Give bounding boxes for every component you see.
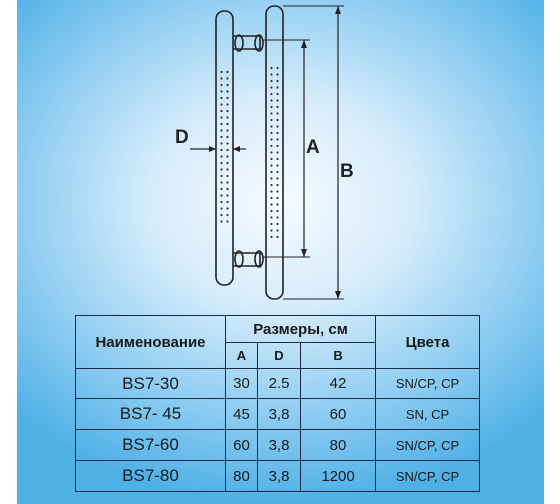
cell-model: BS7-80 xyxy=(76,461,226,492)
handle-bar-left xyxy=(216,11,233,285)
table-row xyxy=(76,399,480,430)
cell-colors: SN/CP, CP xyxy=(376,369,480,399)
table-row xyxy=(76,461,480,492)
table-header-row xyxy=(76,316,480,343)
cell-colors: SN, CP xyxy=(376,399,480,430)
subheader-d: D xyxy=(258,343,301,369)
dimension-label-a: A xyxy=(306,137,320,158)
cell-a: 30 xyxy=(226,369,258,399)
dimension-label-d: D xyxy=(175,127,189,148)
mount-post-top xyxy=(233,35,263,51)
header-name: Наименование xyxy=(76,316,226,369)
subheader-a: A xyxy=(226,343,258,369)
cell-d: 3,8 xyxy=(258,430,301,461)
table-row xyxy=(76,430,480,461)
header-sizes: Размеры, см xyxy=(226,316,376,343)
cell-colors: SN/CP, CP xyxy=(376,430,480,461)
specifications-table xyxy=(75,315,480,492)
perforation-dots-right xyxy=(270,67,278,238)
cell-b: 42 xyxy=(301,369,376,399)
cell-b: 1200 xyxy=(301,461,376,492)
dimension-label-b: B xyxy=(340,161,354,182)
mount-post-bottom xyxy=(233,251,263,267)
table-row xyxy=(76,369,480,399)
cell-d: 3,8 xyxy=(258,461,301,492)
perforation-dots-left xyxy=(220,71,228,223)
cell-d: 2.5 xyxy=(258,369,301,399)
cell-b: 80 xyxy=(301,430,376,461)
dimension-line-d xyxy=(190,146,246,152)
cell-a: 45 xyxy=(226,399,258,430)
cell-d: 3,8 xyxy=(258,399,301,430)
cell-a: 80 xyxy=(226,461,258,492)
header-colors: Цвета xyxy=(376,316,480,369)
subheader-b: B xyxy=(301,343,376,369)
handle-bar-right xyxy=(266,6,283,299)
cell-b: 60 xyxy=(301,399,376,430)
cell-a: 60 xyxy=(226,430,258,461)
cell-model: BS7- 45 xyxy=(76,399,226,430)
cell-model: BS7-60 xyxy=(76,430,226,461)
cell-colors: SN/CP, CP xyxy=(376,461,480,492)
cell-model: BS7-30 xyxy=(76,369,226,399)
dimension-line-a xyxy=(262,40,310,257)
